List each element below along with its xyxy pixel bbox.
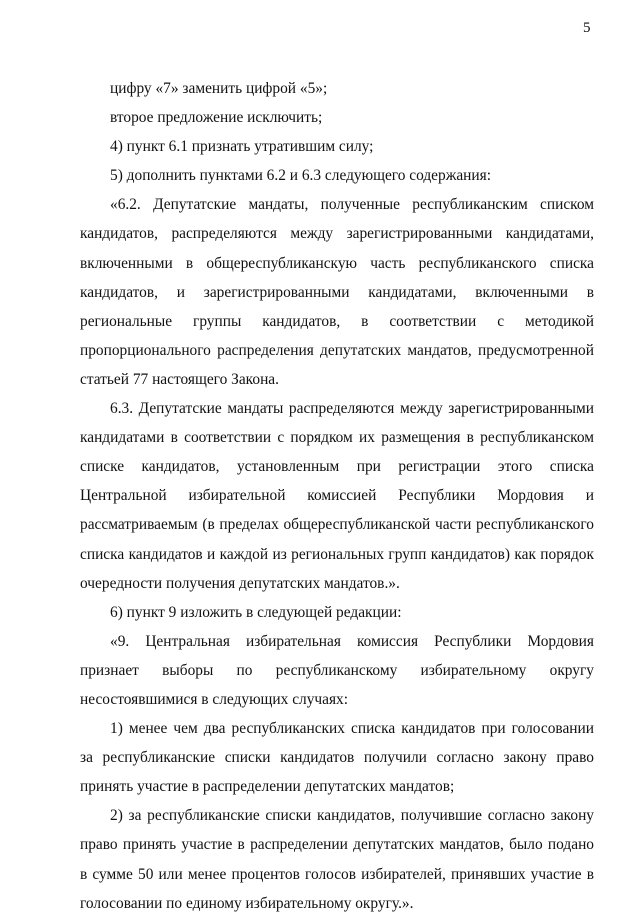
document-body xyxy=(80,74,594,918)
text-line: 4) пункт 6.1 признать утратившим силу; xyxy=(110,138,374,156)
text-line: признает выборы по республиканскому избирательному округу xyxy=(80,661,594,679)
text-line: региональные группы кандидатов, в соответствии с методикой xyxy=(80,312,594,330)
text-line: статьей 77 настоящего Закона. xyxy=(80,370,279,388)
text-line: 5) дополнить пунктами 6.2 и 6.3 следующего содержания: xyxy=(110,167,491,185)
text-line: «6.2. Депутатские мандаты, полученные республиканским списком xyxy=(110,196,594,214)
text-line: цифру «7» заменить цифрой «5»; xyxy=(110,80,328,97)
text-line: «9. Центральная избирательная комиссия Республики Мордовия xyxy=(110,632,594,650)
text-line: второе предложение исключить; xyxy=(110,109,323,127)
text-line: рассматриваемым (в пределах общереспубликанской части республиканского xyxy=(80,516,594,534)
text-line: Центральной избирательной комиссией Республики Мордовия и xyxy=(80,487,594,505)
text-line: кандидатами в соответствии с порядком их размещения в республиканском xyxy=(80,429,594,447)
text-line: право принять участие в распределении депутатских мандатов, было подано xyxy=(80,836,594,854)
text-line: несостоявшимися в следующих случаях: xyxy=(80,690,349,708)
text-line: 6) пункт 9 изложить в следующей редакции: xyxy=(110,603,402,621)
text-line: списка кандидатов и каждой из региональных групп кандидатов) как порядок xyxy=(80,545,594,563)
text-line: принять участие в распределении депутатских мандатов; xyxy=(80,778,455,796)
text-line: за республиканские списки кандидатов получили согласно закону право xyxy=(80,749,594,767)
text-line: 2) за республиканские списки кандидатов, получившие согласно закону xyxy=(110,807,594,825)
text-line: 6.3. Депутатские мандаты распределяются между зарегистрированными xyxy=(110,400,594,418)
text-line: включенными в общереспубликанскую часть республиканского списка xyxy=(80,254,594,272)
text-line: в сумме 50 или менее процентов голосов избирателей, принявших участие в xyxy=(80,865,594,883)
page-number: 5 xyxy=(583,20,591,36)
text-line: очередности получения депутатских мандатов.». xyxy=(80,574,400,592)
text-line: кандидатов, и зарегистрированными кандидатами, включенными в xyxy=(80,283,594,301)
text-line: списке кандидатов, установленным при регистрации этого списка xyxy=(80,458,594,476)
text-line: пропорционального распределения депутатских мандатов, предусмотренной xyxy=(80,341,594,359)
text-line: кандидатов, распределяются между зарегистрированными кандидатами, xyxy=(80,225,594,243)
text-line: голосовании по единому избирательному округу.». xyxy=(80,894,414,912)
text-line: 1) менее чем два республиканских списка кандидатов при голосовании xyxy=(110,720,594,738)
